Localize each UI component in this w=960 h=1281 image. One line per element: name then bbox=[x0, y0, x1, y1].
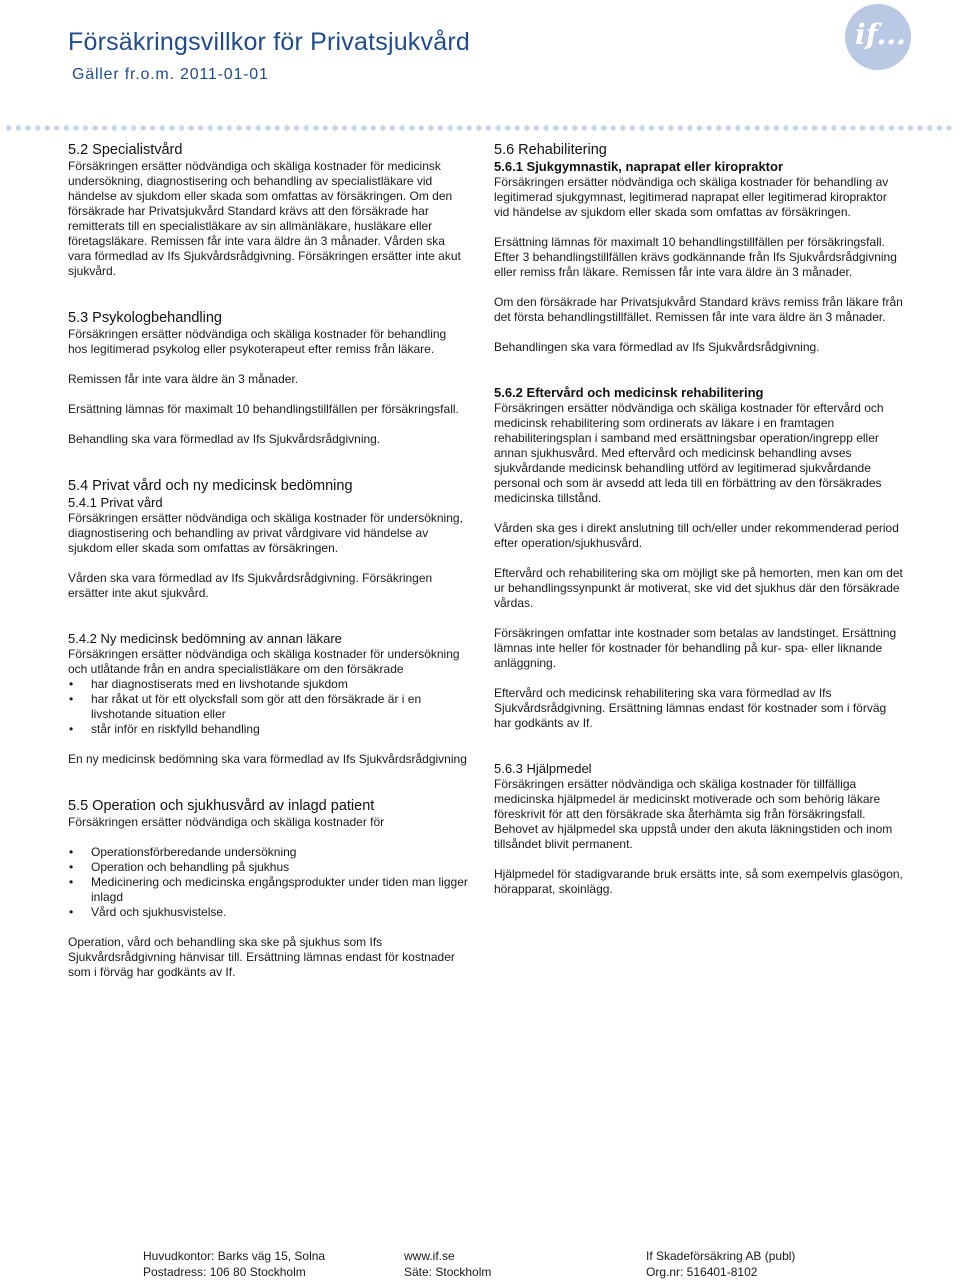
paragraph: Vården ska ges i direkt anslutning till och/eller under rekommenderad period efter operation/sjukhusvård. bbox=[494, 521, 899, 550]
paragraph: En ny medicinsk bedömning ska vara förmedlad av Ifs Sjukvårdsrådgivning bbox=[68, 752, 467, 766]
footer-company-name: If Skadeförsäkring AB (publ) bbox=[646, 1249, 796, 1263]
heading-5-2: 5.2 Specialistvård bbox=[68, 142, 183, 158]
heading-5-5: 5.5 Operation och sjukhusvård av inlagd patient bbox=[68, 798, 375, 814]
paragraph: Försäkringen ersätter nödvändiga och skäliga kostnader för eftervård och medicinsk rehabilitering som ordinerats av läkare i en framtagen rehabiliteringsplan i samband med ersättningsbar operation/ingrepp eller annan sjukhusvård. Med eftervård och medicinsk behandling avses sjukvårdande medicinsk behandling utförd av legitimerad sjukvårdande personal och som är avsedd att leda till en förbättring av den försäkrades medicinska tillstånd. bbox=[494, 401, 884, 505]
paragraph: Eftervård och medicinsk rehabilitering ska vara förmedlad av Ifs Sjukvårdsrådgivning. Ersättning lämnas endast för kostnader som i förväg har godkänts av If. bbox=[494, 686, 887, 730]
document-title: Försäkringsvillkor för Privatsjukvård bbox=[68, 28, 470, 56]
paragraph: Försäkringen ersätter nödvändiga och skäliga kostnader för bbox=[68, 815, 385, 829]
dotted-divider bbox=[4, 123, 956, 133]
paragraph: Operation, vård och behandling ska ske på sjukhus som Ifs Sjukvårdsrådgivning hänvisar till. Ersättning lämnas endast för kostnader som i förväg har godkänts av If. bbox=[68, 935, 455, 979]
paragraph: Försäkringen omfattar inte kostnader som betalas av landstinget. Ersättning lämnas inte heller för kostnader för behandling på kur- spa- eller liknande anläggning. bbox=[494, 626, 897, 670]
left-column bbox=[68, 141, 468, 980]
bullet-list bbox=[68, 677, 468, 737]
list-item: • står inför en riskfylld behandling bbox=[68, 722, 468, 737]
heading-5-6: 5.6 Rehabilitering bbox=[494, 142, 607, 158]
heading-5-4-1: 5.4.1 Privat vård bbox=[68, 495, 163, 510]
paragraph: Försäkringen ersätter nödvändiga och skäliga kostnader för behandling av legitimerad sjukgymnast, legitimerad naprapat eller legitimerad kiropraktor vid händelse av sjukdom eller skada som omfattas av försäkringen. bbox=[494, 175, 889, 219]
heading-5-4-2: 5.4.2 Ny medicinsk bedömning av annan läkare bbox=[68, 631, 342, 646]
paragraph: Försäkringen ersätter nödvändiga och skäliga kostnader för behandling hos legitimerad psykolog eller psykoterapeut efter remiss från läkare. bbox=[68, 327, 447, 356]
paragraph: Försäkringen ersätter nödvändiga och skäliga kostnader för tillfälliga medicinska hjälpmedel är medicinskt motiverade och som behörig läkare föreskrivit för att den försäkrade ska återhämta sig från försäkringsfall. Behovet av hjälpmedel ska uppstå under den akuta läkningstiden och inom tillsåndet blivit permanent. bbox=[494, 777, 893, 851]
footer-address bbox=[143, 1248, 325, 1280]
footer-company bbox=[646, 1248, 795, 1280]
heading-5-6-1: 5.6.1 Sjukgymnastik, naprapat eller kiropraktor bbox=[494, 159, 784, 174]
right-column bbox=[494, 141, 904, 897]
if-logo bbox=[845, 4, 911, 70]
heading-5-4: 5.4 Privat vård och ny medicinsk bedömning bbox=[68, 478, 353, 494]
list-item: • Medicinering och medicinska engångsprodukter under tiden man ligger inlagd bbox=[68, 875, 468, 905]
paragraph: Om den försäkrade har Privatsjukvård Standard krävs remiss från läkare från det första behandlingstillfället. Remissen får inte vara äldre än 3 månader. bbox=[494, 295, 903, 324]
paragraph: Ersättning lämnas för maximalt 10 behandlingstillfällen per försäkringsfall. bbox=[68, 402, 459, 416]
paragraph: Försäkringen ersätter nödvändiga och skäliga kostnader för medicinsk undersökning, diagnostisering och behandling av specialistläkare vid händelse av sjukdom eller skada som omfattas av försäkringen. Om den försäkrade har Privatsjukvård Standard krävs att den försäkrade har remitterats till en specialistläkare av sin allmänläkare, husläkare eller företagsläkare. Remissen får inte vara äldre än 3 månader. Vården ska vara förmedlad av Ifs Sjukvårdsrådgivning. Försäkringen ersätter inte akut sjukvård. bbox=[68, 159, 461, 278]
paragraph: Ersättning lämnas för maximalt 10 behandlingstillfällen per försäkringsfall. Efter 3 behandlingstillfällen krävs godkännande från Ifs Sjukvårdsrådgivning eller remiss från läkare. Remissen får inte vara äldre än 3 månader. bbox=[494, 235, 897, 279]
list-item: • Vård och sjukhusvistelse. bbox=[68, 905, 468, 920]
paragraph: Eftervård och rehabilitering ska om möjligt ske på hemorten, men kan om det ur behandlingssynpunkt är motiverat, ske vid det sjukhus där den försäkrade vårdas. bbox=[494, 566, 903, 610]
paragraph: Remissen får inte vara äldre än 3 månader. bbox=[68, 372, 299, 386]
paragraph: Behandlingen ska vara förmedlad av Ifs Sjukvårdsrådgivning. bbox=[494, 340, 820, 354]
paragraph: Vården ska vara förmedlad av Ifs Sjukvårdsrådgivning. Försäkringen ersätter inte akut sjukvård. bbox=[68, 571, 433, 600]
footer-web bbox=[404, 1248, 491, 1280]
validity-date: Gäller fr.o.m. 2011-01-01 bbox=[72, 66, 269, 83]
list-item: • har råkat ut för ett olycksfall som gör att den försäkrade är i en livshotande situation eller bbox=[68, 692, 468, 722]
logo-text: if... bbox=[855, 18, 906, 51]
footer-seat: Säte: Stockholm bbox=[404, 1265, 492, 1279]
heading-5-6-3: 5.6.3 Hjälpmedel bbox=[494, 761, 592, 776]
footer-org-nr: Org.nr: 516401-8102 bbox=[646, 1265, 758, 1279]
paragraph: Hjälpmedel för stadigvarande bruk ersätts inte, så som exempelvis glasögon, hörapparat, skoinlägg. bbox=[494, 867, 903, 896]
paragraph: Behandling ska vara förmedlad av Ifs Sjukvårdsrådgivning. bbox=[68, 432, 381, 446]
bullet-list bbox=[68, 845, 468, 920]
list-item: • har diagnostiserats med en livshotande sjukdom bbox=[68, 677, 468, 692]
footer-postal-address: Postadress: 106 80 Stockholm bbox=[143, 1265, 306, 1279]
footer-head-office: Huvudkontor: Barks väg 15, Solna bbox=[143, 1249, 326, 1263]
heading-5-6-2: 5.6.2 Eftervård och medicinsk rehabilitering bbox=[494, 385, 764, 400]
heading-5-3: 5.3 Psykologbehandling bbox=[68, 310, 222, 326]
paragraph: Försäkringen ersätter nödvändiga och skäliga kostnader för undersökning och utlåtande från en andra specialistläkare om den försäkrade bbox=[68, 647, 460, 676]
list-item: • Operationsförberedande undersökning bbox=[68, 845, 468, 860]
list-item: • Operation och behandling på sjukhus bbox=[68, 860, 468, 875]
paragraph: Försäkringen ersätter nödvändiga och skäliga kostnader för undersökning, diagnostisering och behandling av privat vårdgivare vid händelse av sjukdom eller skada som omfattas av försäkringen. bbox=[68, 511, 463, 555]
footer-website-link[interactable]: www.if.se bbox=[404, 1249, 455, 1263]
